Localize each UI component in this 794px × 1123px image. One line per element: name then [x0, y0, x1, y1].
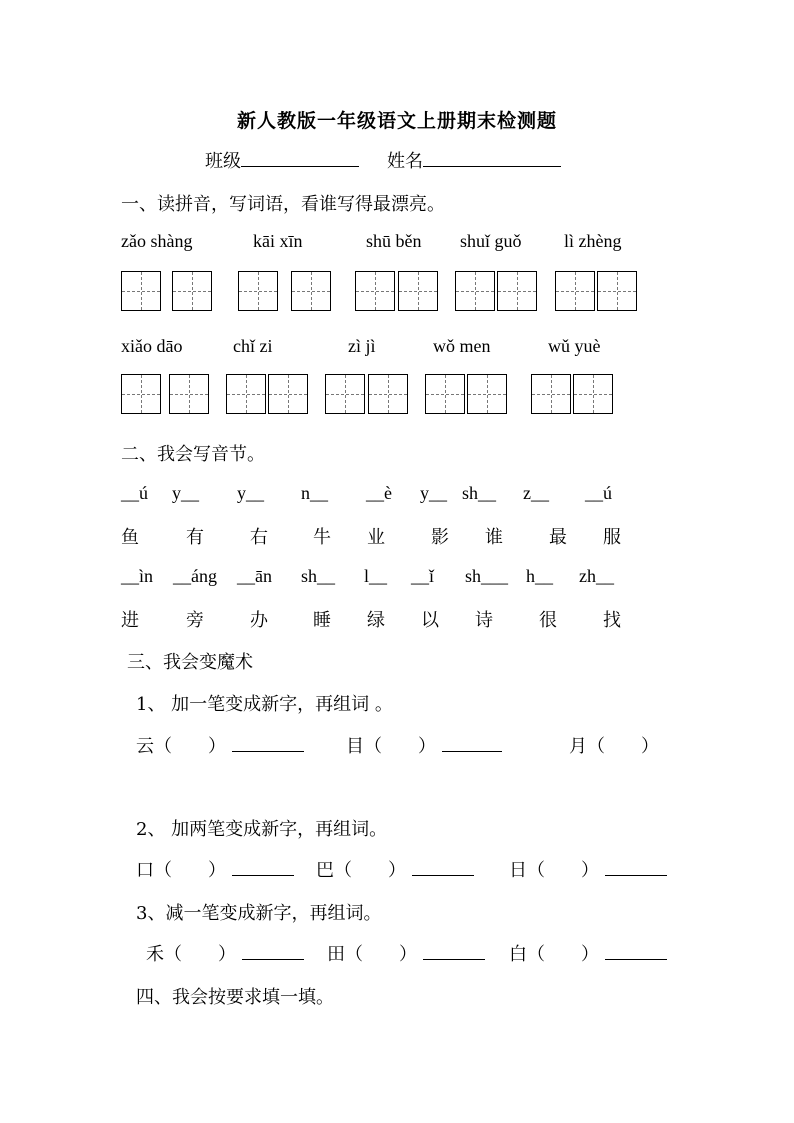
word-blank[interactable]	[605, 958, 667, 960]
syllable-blank[interactable]: __ǐ	[411, 566, 435, 586]
class-blank[interactable]	[241, 165, 359, 167]
char-with-parens: 禾（ ）	[146, 944, 236, 965]
pinyin-item: xiǎo dāo	[121, 336, 183, 356]
hanzi-char: 办	[250, 610, 268, 631]
section-3-heading: 三、我会变魔术	[127, 652, 253, 673]
syllable-blank[interactable]: __ú	[585, 483, 612, 503]
hanzi-char: 旁	[186, 610, 204, 631]
hanzi-char: 右	[250, 527, 268, 548]
pinyin-item: shuǐ guǒ	[460, 231, 522, 251]
syllable-blank[interactable]: sh__	[462, 483, 497, 503]
writing-grid-cell[interactable]	[555, 271, 595, 311]
char-with-parens: 月（ ）	[569, 736, 659, 757]
syllable-blank[interactable]: sh__	[301, 566, 336, 586]
writing-grid-cell[interactable]	[121, 374, 161, 414]
syllable-blank[interactable]: z__	[523, 483, 549, 503]
hanzi-char: 影	[431, 527, 449, 548]
writing-grid-cell[interactable]	[455, 271, 495, 311]
word-blank[interactable]	[232, 874, 294, 876]
char-with-parens: 口（ ）	[136, 860, 226, 881]
class-field	[205, 147, 359, 173]
writing-grid-cell[interactable]	[425, 374, 465, 414]
char-with-parens: 田（ ）	[327, 944, 417, 965]
hanzi-char: 牛	[313, 527, 331, 548]
name-label: 姓名	[387, 151, 423, 172]
writing-grid-cell[interactable]	[355, 271, 395, 311]
answer-item	[327, 940, 485, 966]
writing-grid-cell[interactable]	[497, 271, 537, 311]
writing-grid-cell[interactable]	[291, 271, 331, 311]
pinyin-item: kāi xīn	[253, 231, 303, 251]
name-blank[interactable]	[423, 165, 561, 167]
pinyin-item: chǐ zi	[233, 336, 273, 356]
syllable-blank[interactable]: y__	[420, 483, 447, 503]
hanzi-char: 业	[367, 527, 385, 548]
page-title: 新人教版一年级语文上册期末检测题	[236, 110, 557, 132]
char-with-parens: 白（ ）	[509, 944, 599, 965]
hanzi-char: 找	[603, 610, 621, 631]
hanzi-char: 进	[121, 610, 139, 631]
word-blank[interactable]	[232, 750, 304, 752]
char-with-parens: 目（ ）	[346, 736, 436, 757]
hanzi-char: 绿	[367, 610, 385, 631]
answer-item	[136, 856, 294, 882]
pinyin-item: lì zhèng	[564, 231, 622, 251]
writing-grid-cell[interactable]	[398, 271, 438, 311]
syllable-blank[interactable]: h__	[526, 566, 553, 586]
syllable-blank[interactable]: __ìn	[121, 566, 154, 586]
answer-item	[316, 856, 474, 882]
char-with-parens: 云（ ）	[136, 736, 226, 757]
pinyin-item: wǒ men	[433, 336, 491, 356]
word-blank[interactable]	[242, 958, 304, 960]
section-1-heading: 一、读拼音，写词语，看谁写得最漂亮。	[121, 194, 445, 215]
writing-grid-cell[interactable]	[172, 271, 212, 311]
writing-grid-cell[interactable]	[169, 374, 209, 414]
answer-item	[569, 732, 659, 758]
syllable-blank[interactable]: sh___	[465, 566, 509, 586]
syllable-blank[interactable]: __ú	[121, 483, 148, 503]
answer-item	[146, 940, 304, 966]
hanzi-char: 以	[421, 610, 439, 631]
char-with-parens: 巴（ ）	[316, 860, 406, 881]
writing-grid-cell[interactable]	[368, 374, 408, 414]
hanzi-char: 有	[186, 527, 204, 548]
syllable-blank[interactable]: n__	[301, 483, 328, 503]
question-1: 1、 加一笔变成新字，再组词 。	[136, 694, 393, 715]
syllable-blank[interactable]: zh__	[579, 566, 614, 586]
writing-grid-cell[interactable]	[531, 374, 571, 414]
writing-grid-cell[interactable]	[467, 374, 507, 414]
writing-grid-cell[interactable]	[325, 374, 365, 414]
word-blank[interactable]	[412, 874, 474, 876]
syllable-blank[interactable]: __ān	[237, 566, 272, 586]
question-3: 3、减一笔变成新字，再组词。	[136, 903, 382, 924]
hanzi-char: 最	[549, 527, 567, 548]
answer-item	[509, 940, 667, 966]
char-with-parens: 日（ ）	[509, 860, 599, 881]
syllable-blank[interactable]: y__	[172, 483, 199, 503]
writing-grid-cell[interactable]	[238, 271, 278, 311]
name-field	[387, 147, 561, 173]
word-blank[interactable]	[423, 958, 485, 960]
answer-item	[136, 732, 304, 758]
word-blank[interactable]	[605, 874, 667, 876]
class-label: 班级	[205, 151, 241, 172]
syllable-blank[interactable]: __è	[366, 483, 392, 503]
pinyin-item: shū běn	[366, 231, 422, 251]
syllable-blank[interactable]: __áng	[173, 566, 217, 586]
answer-item	[346, 732, 502, 758]
hanzi-char: 鱼	[121, 527, 139, 548]
hanzi-char: 诗	[475, 610, 493, 631]
hanzi-char: 很	[539, 610, 557, 631]
writing-grid-cell[interactable]	[121, 271, 161, 311]
hanzi-char: 睡	[313, 610, 331, 631]
writing-grid-cell[interactable]	[226, 374, 266, 414]
question-2: 2、 加两笔变成新字，再组词。	[136, 819, 388, 840]
section-4-heading: 四、我会按要求填一填。	[136, 987, 334, 1008]
pinyin-item: wǔ yuè	[548, 336, 601, 356]
syllable-blank[interactable]: y__	[237, 483, 264, 503]
section-2-heading: 二、我会写音节。	[121, 444, 265, 465]
writing-grid-cell[interactable]	[573, 374, 613, 414]
syllable-blank[interactable]: l__	[364, 566, 388, 586]
writing-grid-cell[interactable]	[597, 271, 637, 311]
hanzi-char: 服	[603, 527, 621, 548]
answer-item	[509, 856, 667, 882]
pinyin-item: zì jì	[348, 336, 376, 356]
hanzi-char: 谁	[485, 527, 503, 548]
pinyin-item: zǎo shàng	[121, 231, 193, 251]
word-blank[interactable]	[442, 750, 502, 752]
writing-grid-cell[interactable]	[268, 374, 308, 414]
